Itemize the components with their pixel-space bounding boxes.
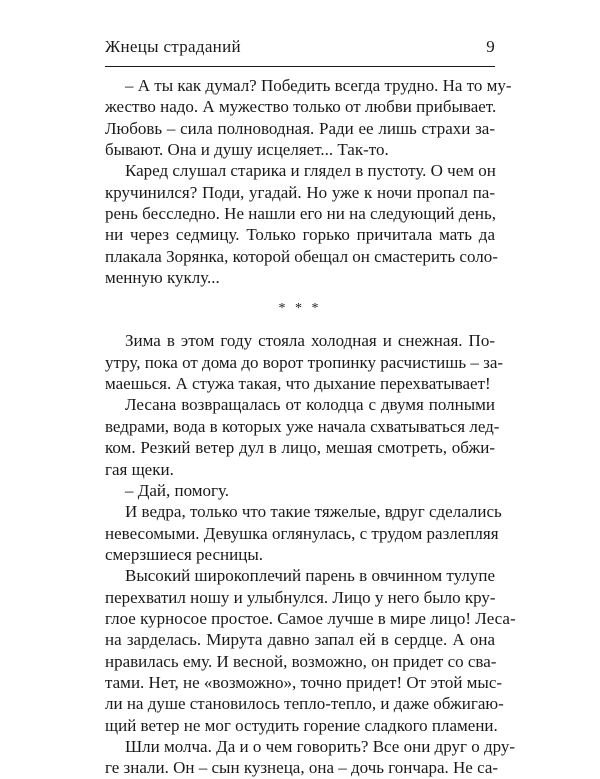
text-line: ге знали. Он – сын кузнеца, она – дочь гончара. Не са- [105,758,499,778]
text-line: ни через седмицу. Только горько причитала мать да [105,225,495,245]
text-line: Высокий широкоплечий парень в овчинном тулупе [125,566,495,586]
text-line: Зима в этом году стояла холодная и снежная. По- [125,331,495,351]
text-line: менную куклу... [105,268,220,288]
text-line: кручинился? Поди, угадай. Но уже к ночи пропал па- [105,182,495,202]
section-separator: * * * [278,301,322,317]
text-line: бывают. Она и душу исцеляет... Так-то. [105,140,389,160]
text-line: Любовь – сила полноводная. Ради ее лишь страхи за- [105,118,495,138]
text-line: ком. Резкий ветер дул в лицо, мешая смотреть, обжи- [105,438,495,458]
text-line: Шли молча. Да и о чем говорить? Все они друг о дру- [125,736,516,756]
text-line: гая щеки. [105,459,174,479]
page-number: 9 [486,37,495,56]
text-line: утру, пока от дома до ворот тропинку расчистишь – за- [105,352,504,372]
header-rule [105,66,495,67]
text-line: – А ты как думал? Победить всегда трудно. На то му- [125,76,512,95]
text-line: маешься. А стужа такая, что дыхание перехватывает! [105,374,491,394]
text-line: ведрами, вода в которых уже начала схватываться лед- [105,416,500,436]
text-line: нравилась ему. И весной, возможно, он придет со сва- [105,651,497,671]
text-line: перехватил ношу и улыбнулся. Лицо у него было кру- [105,587,496,607]
text-line: плакала Зорянка, которой обещал он смастерить соло- [105,246,498,266]
text-line: Лесана возвращалась от колодца с двумя полными [125,395,495,415]
text-line: невесомыми. Девушка оглянулась, с трудом разлепляя [105,523,499,543]
text-line: жество надо. А мужество только от любви прибывает. [105,97,497,117]
text-line: рень бесследно. Не нашли его ни на следующий день, [105,204,497,224]
running-title: Жнецы страданий [105,37,241,56]
text-line: – Дай, помогу. [125,480,230,500]
text-line: на зарделась. Мирута давно запал ей в сердце. А она [105,630,495,650]
text-line: Каред слушал старика и глядел в пустоту. О чем он [125,161,496,181]
text-line: тами. Нет, не «возможно», точно придет! От этой мыс- [105,672,503,692]
body-text [105,75,516,779]
text-line: глое курносое простое. Самое лучше в мире лицо! Леса- [105,608,516,628]
text-line: смерзшиеся ресницы. [105,544,264,564]
running-header [105,37,495,59]
text-line: И ведра, только что такие тяжелые, вдруг сделались [125,502,502,522]
text-line: ли на душе становилось тепло-тепло, и даже обжигаю- [105,694,504,714]
text-line: щий ветер не мог остудить горение сладкого пламени. [105,715,498,735]
